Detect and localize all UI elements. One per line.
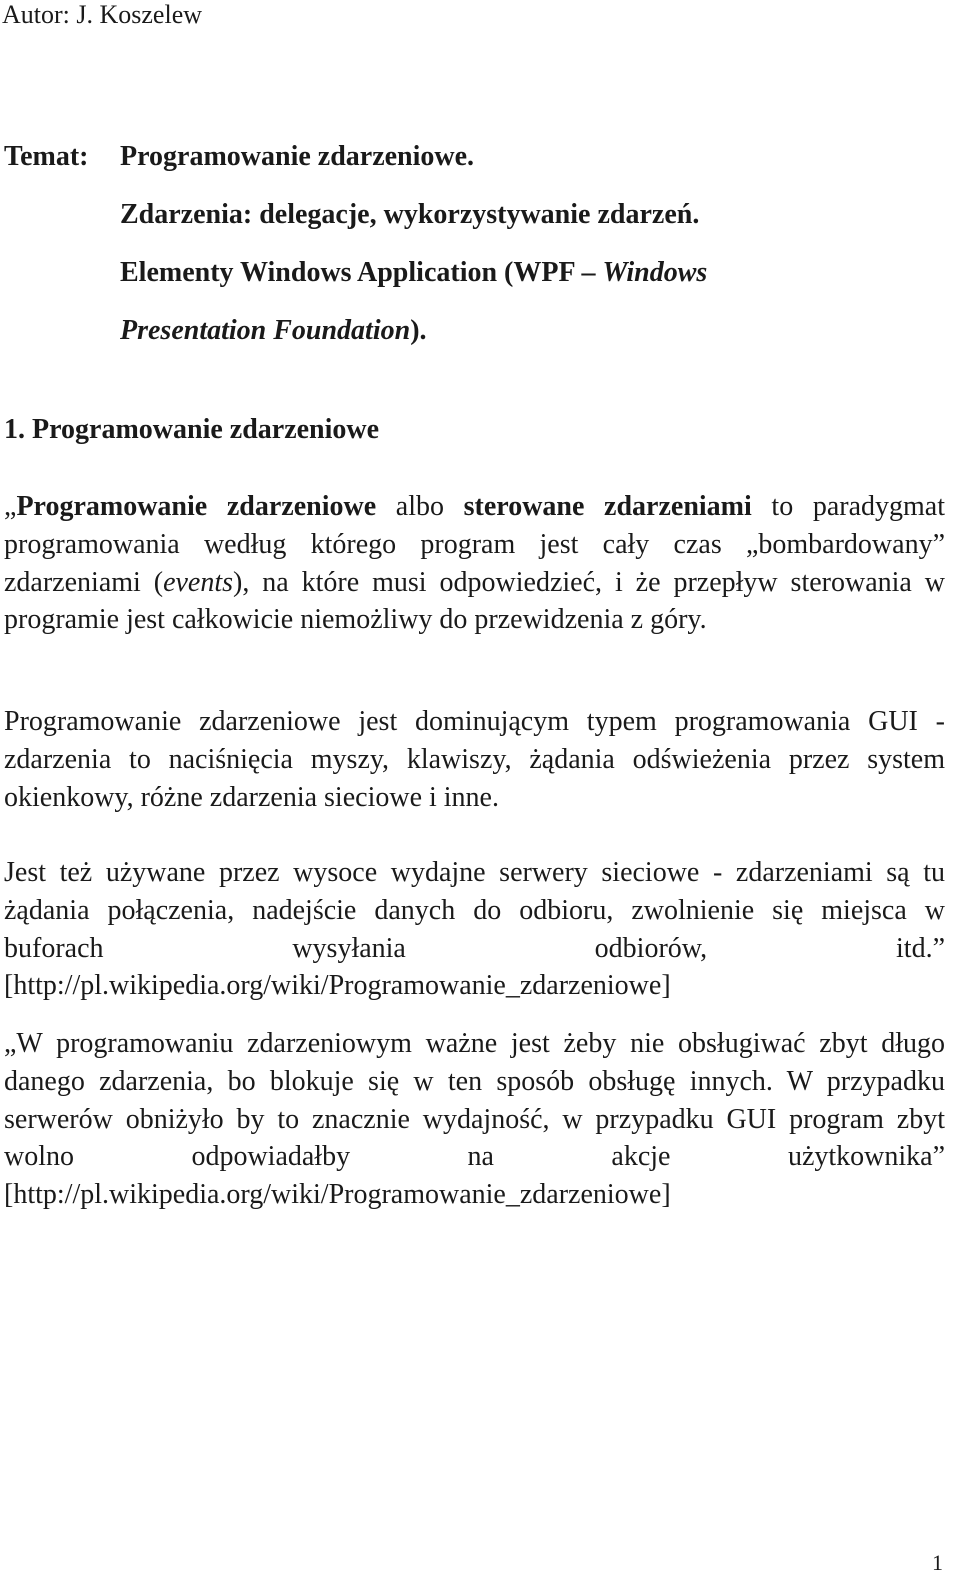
topic-line-2: Zdarzenia: delegacje, wykorzystywanie zdarzeń. (120, 199, 700, 230)
topic-label: Temat: (4, 141, 89, 172)
page-number: 1 (932, 1550, 943, 1575)
topic-line-4-text: ). (410, 315, 427, 346)
topic-block (4, 128, 708, 346)
section-heading: 1. Programowanie zdarzeniowe (4, 414, 380, 445)
term-event-controlled: sterowane zdarzeniami (463, 491, 752, 522)
author-line: Autor: J. Koszelew (2, 0, 203, 29)
term-event-driven-programming: Programowanie zdarzeniowe (16, 491, 377, 522)
term-events: events (163, 566, 234, 598)
paragraph-servers: Jest też używane przez wysoce wydajne serwery sieciowe - zdarzeniami są tu żądania połączenia, nadejście danych do odbioru, zwolnienie się miejsca w buforach wysyłania odbiorów, itd.” [http://pl.wikipedia.org/wiki/Programowanie_zdarzeniowe] (4, 857, 945, 1002)
paragraph-text: ), na które musi odpowiedzieć, i że przepływ sterowania w programie jest całkowicie niemożliwy do przewidzenia z góry. (4, 566, 946, 636)
topic-line-3 (120, 244, 707, 302)
topic-line-1: Programowanie zdarzeniowe. (120, 141, 475, 172)
topic-line-3-text: Elementy Windows Application (WPF – (120, 257, 603, 288)
paragraph-definition (4, 488, 945, 639)
paragraph-text: albo (376, 491, 464, 522)
topic-line-4-italic: Presentation Foundation (120, 315, 411, 346)
topic-line-3-italic: Windows (602, 257, 708, 288)
paragraph-quote: „W programowaniu zdarzeniowym ważne jest żeby nie obsługiwać zbyt długo danego zdarzenia, bo blokuje się w ten sposób obsługę innych. W przypadku serwerów obniżyło by to znacznie wydajność, w przypadku GUI program zbyt wolno odpowiadałby na akcje użytkownika” [http://pl.wikipedia.org/wiki/Programowanie_zdarzeniowe] (4, 1028, 945, 1211)
paragraph-gui: Programowanie zdarzeniowe jest dominującym typem programowania GUI - zdarzenia to naciśnięcia myszy, klawiszy, żądania odświeżenia przez system okienkowy, różne zdarzenia sieciowe i inne. (4, 706, 945, 813)
quote-open: „ (4, 491, 17, 522)
topic-line-4 (120, 302, 427, 360)
paragraph-text: to paradygmat programowania według którego program jest cały czas „bombardowany” zdarzeniami ( (4, 491, 946, 598)
